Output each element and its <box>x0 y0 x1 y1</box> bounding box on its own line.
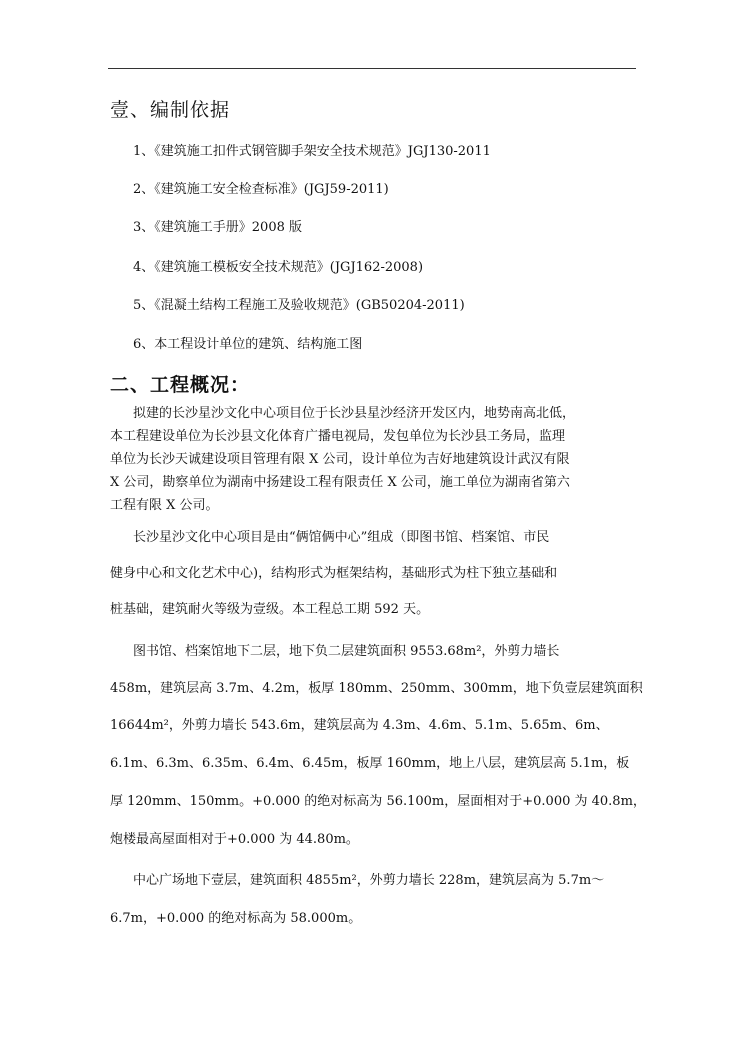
paragraph-line: 单位为长沙天诚建设项目管理有限 X 公司，设计单位为吉好地建筑设计武汉有限 <box>110 452 570 467</box>
section-2-heading: 二、工程概况： <box>110 374 251 396</box>
reference-item-2: 2、《建筑施工安全检查标准》(JGJ59-2011) <box>133 182 389 197</box>
paragraph-line: 炮楼最高屋面相对于+0.000 为 44.80m。 <box>110 832 359 847</box>
paragraph-line: X 公司，勘察单位为湖南中扬建设工程有限责任 X 公司，施工单位为湖南省第六 <box>110 475 570 490</box>
paragraph-line: 图书馆、档案馆地下二层，地下负二层建筑面积 9553.68m²，外剪力墙长 <box>133 644 560 659</box>
paragraph-line: 工程有限 X 公司。 <box>110 498 219 513</box>
section-1-heading: 壹、编制依据 <box>110 99 231 121</box>
paragraph-line: 6.7m，+0.000 的绝对标高为 58.000m。 <box>110 911 362 926</box>
paragraph-line: 健身中心和文化艺术中心)，结构形式为框架结构，基础形式为柱下独立基础和 <box>110 566 558 581</box>
paragraph-line: 458m，建筑层高 3.7m、4.2m，板厚 180mm、250mm、300mm，地下负壹层建筑面积 <box>110 681 643 696</box>
paragraph-line: 长沙星沙文化中心项目是由“俩馆俩中心”组成（即图书馆、档案馆、市民 <box>133 530 550 545</box>
reference-item-1: 1、《建筑施工扣件式钢管脚手架安全技术规范》JGJ130-2011 <box>133 144 491 159</box>
reference-item-6: 6、本工程设计单位的建筑、结构施工图 <box>133 337 363 352</box>
paragraph-line: 桩基础，建筑耐火等级为壹级。本工程总工期 592 天。 <box>110 602 430 617</box>
reference-item-4: 4、《建筑施工模板安全技术规范》(JGJ162-2008) <box>133 260 424 275</box>
reference-item-5: 5、《混凝土结构工程施工及验收规范》(GB50204-2011) <box>133 298 465 313</box>
paragraph-line: 本工程建设单位为长沙县文化体育广播电视局，发包单位为长沙县工务局，监理 <box>110 429 566 444</box>
paragraph-line: 厚 120mm、150mm。+0.000 的绝对标高为 56.100m，屋面相对于+0.000 为 40.8m， <box>110 794 646 809</box>
paragraph-line: 拟建的长沙星沙文化中心项目位于长沙县星沙经济开发区内，地势南高北低， <box>133 406 576 421</box>
paragraph-line: 中心广场地下壹层，建筑面积 4855m²，外剪力墙长 228m，建筑层高为 5.7m～ <box>133 873 605 888</box>
paragraph-line: 16644m²，外剪力墙长 543.6m，建筑层高为 4.3m、4.6m、5.1m、5.65m、6m、 <box>110 718 609 733</box>
paragraph-line: 6.1m、6.3m、6.35m、6.4m、6.45m，板厚 160mm，地上八层，建筑层高 5.1m，板 <box>110 756 630 771</box>
header-rule <box>108 68 636 69</box>
reference-item-3: 3、《建筑施工手册》2008 版 <box>133 220 302 235</box>
